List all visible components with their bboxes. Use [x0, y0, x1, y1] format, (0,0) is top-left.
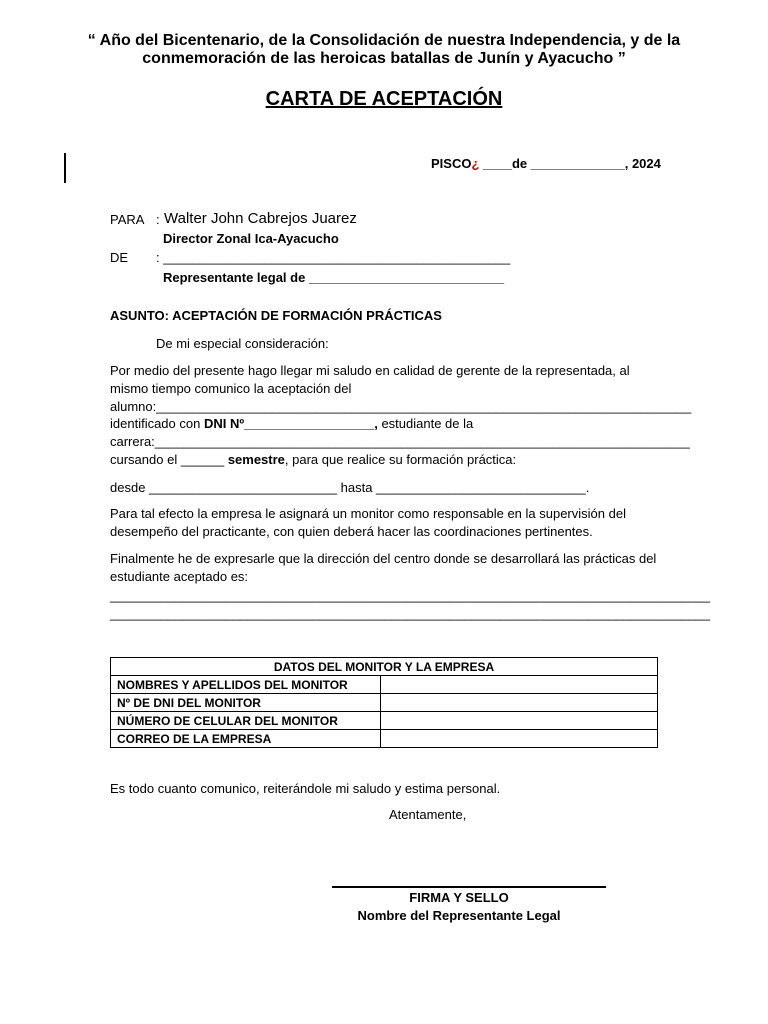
table-row [111, 676, 658, 694]
dates-line: desde __________________________ hasta _____________________________. [110, 480, 590, 495]
text-cursor [64, 153, 66, 183]
de-label: DE [110, 250, 129, 265]
table-row [111, 694, 658, 712]
address-line-1: ___________________________________________________________________________________ [110, 588, 711, 603]
signature-line [332, 886, 606, 888]
signature-label: FIRMA Y SELLO [409, 890, 509, 905]
document-title: CARTA DE ACEPTACIÓN [265, 88, 503, 110]
date-rest: ____de _____________, 2024 [479, 156, 661, 171]
dni-line [110, 416, 473, 432]
semester-word: semestre [227, 452, 285, 467]
semester-prefix: cursando el ______ [110, 452, 228, 467]
dni-prefix: identificado con [110, 416, 204, 431]
body-p1-line-2: mismo tiempo comunico la aceptación del [110, 381, 352, 396]
semester-suffix: , para que realice su formación práctica: [284, 452, 517, 467]
greeting: De mi especial consideración: [156, 336, 329, 351]
dni-field: DNI Nº__________________, [203, 416, 378, 431]
para-label: PARA [110, 212, 145, 227]
de-line: : ________________________________________________ [156, 250, 511, 265]
motto-line-2: conmemoración de las heroicas batallas de Junín y Ayacucho ” [142, 50, 626, 67]
body-p1-line-1: Por medio del presente hago llegar mi saludo en calidad de gerente de la representada, al [110, 363, 630, 378]
body-p3-line-1: Finalmente he de expresarle que la dirección del centro donde se desarrollará las prácticas del [110, 551, 657, 566]
addressee-name: Walter John Cabrejos Juarez [164, 210, 357, 227]
para-colon: : [156, 212, 160, 227]
addressee-position: Director Zonal Ica-Ayacucho [163, 231, 339, 246]
monitor-phone-label: NÚMERO DE CELULAR DEL MONITOR [111, 712, 381, 730]
body-p2-line-1: Para tal efecto la empresa le asignará un monitor como responsable en la supervisión del [110, 506, 626, 521]
motto [0, 32, 768, 68]
monitor-table [110, 657, 658, 748]
regards: Atentamente, [389, 807, 467, 822]
monitor-table-header: DATOS DEL MONITOR Y LA EMPRESA [111, 658, 658, 676]
monitor-dni-value [381, 694, 658, 712]
closing-line: Es todo cuanto comunico, reiterándole mi saludo y estima personal. [110, 781, 501, 796]
representative-name-label: Nombre del Representante Legal [357, 908, 561, 923]
body-p3-line-2: estudiante aceptado es: [110, 569, 249, 584]
career-line: carrera:__________________________________________________________________________ [110, 434, 690, 449]
body-p2-line-2: desempeño del practicante, con quien deberá hacer las coordinaciones pertinentes. [110, 524, 593, 539]
table-row [111, 712, 658, 730]
monitor-name-label: NOMBRES Y APELLIDOS DEL MONITOR [111, 676, 381, 694]
date-mark: ¿ [471, 156, 480, 171]
motto-line-1: “ Año del Bicentenario, de la Consolidación de nuestra Independencia, y de la [87, 32, 681, 49]
company-email-value [381, 730, 658, 748]
dni-suffix: estudiante de la [377, 416, 474, 431]
date-city: PISCO [431, 156, 472, 171]
monitor-name-value [381, 676, 658, 694]
company-email-label: CORREO DE LA EMPRESA [111, 730, 381, 748]
monitor-dni-label: Nº DE DNI DEL MONITOR [111, 694, 381, 712]
semester-line [110, 452, 516, 468]
address-line-2: ___________________________________________________________________________________ [110, 606, 711, 621]
date-line [431, 156, 661, 172]
student-name-line: alumno:__________________________________________________________________________ [110, 399, 692, 414]
monitor-phone-value [381, 712, 658, 730]
representative-line: Representante legal de ___________________________ [163, 270, 505, 285]
table-row [111, 730, 658, 748]
subject: ASUNTO: ACEPTACIÓN DE FORMACIÓN PRÁCTICAS [110, 308, 442, 323]
